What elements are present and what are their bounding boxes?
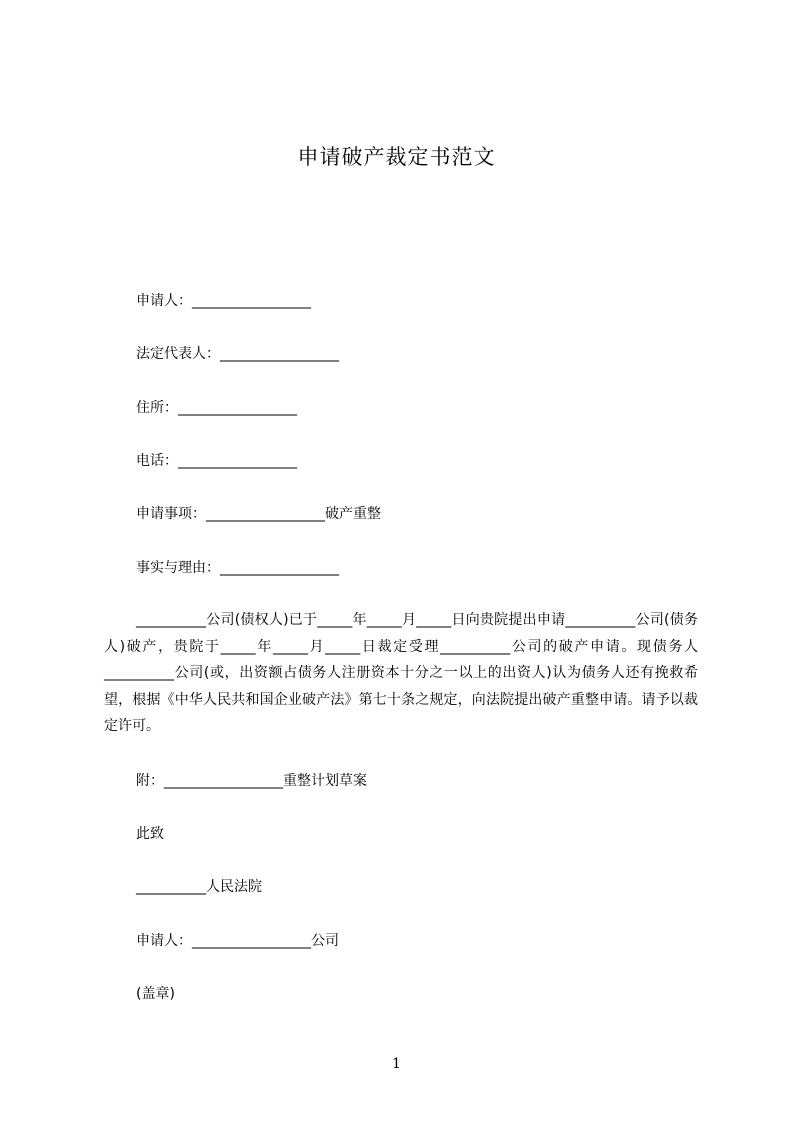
applicant-field: 申请人：_________________ [136, 293, 311, 309]
body-paragraph: __________公司(债权人)已于_____年_____月_____日向贵院提出申请__________公司(债务人)破产，贵院于_____年_____月_____日裁定受理__________公司的破产申请。现债务人__________公司(或，出资额占债务人注册资本十分之一以上的出资人)认为债务人还有挽救希望，根据《中华人民共和国企业破产法》第七十条之规定，向法院提出破产重整申请。请予以裁定许可。 [104, 612, 698, 734]
signature-applicant-line: 申请人：_________________公司 [136, 933, 339, 949]
legal-representative-field: 法定代表人：_________________ [136, 346, 339, 362]
attachment-line: 附：_________________重整计划草案 [136, 773, 367, 789]
phone-field: 电话：_________________ [136, 453, 297, 469]
address-field: 住所：_________________ [136, 400, 297, 416]
court-line: __________人民法院 [136, 879, 262, 895]
page-number: 1 [392, 1056, 401, 1072]
document-title: 申请破产裁定书范文 [297, 145, 496, 169]
seal-line: (盖章) [136, 986, 175, 1002]
facts-and-reasons-field: 事实与理由：_________________ [136, 560, 339, 576]
salutation-line: 此致 [136, 826, 164, 842]
application-matter-field: 申请事项：_________________破产重整 [136, 506, 381, 522]
